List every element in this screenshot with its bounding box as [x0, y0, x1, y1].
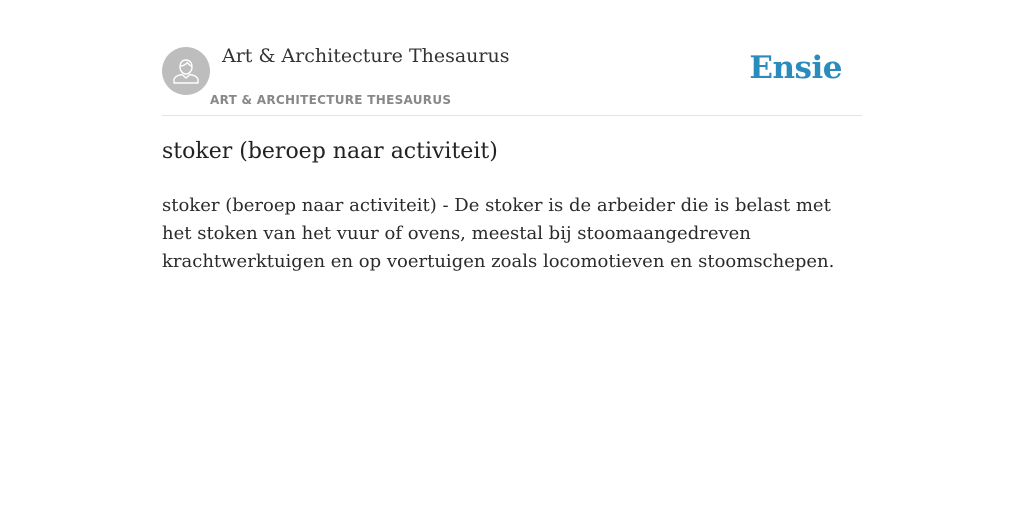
page-title: stoker (beroep naar activiteit) — [162, 139, 498, 164]
user-avatar-icon — [171, 56, 201, 86]
page-container — [162, 0, 862, 512]
header — [162, 0, 862, 116]
article-body: stoker (beroep naar activiteit) - De stoker is de arbeider die is belast met het stoken van het vuur of ovens, meestal bij stoomaangedreven krachtwerktuigen en op voertuigen zoals locomotieven en stoomschepen. — [162, 195, 835, 272]
source-label[interactable]: ART & ARCHITECTURE THESAURUS — [210, 93, 452, 107]
author-avatar[interactable] — [162, 47, 210, 95]
ensie-logo[interactable]: Ensie — [749, 50, 842, 86]
author-name-link[interactable]: Art & Architecture Thesaurus — [222, 45, 510, 67]
